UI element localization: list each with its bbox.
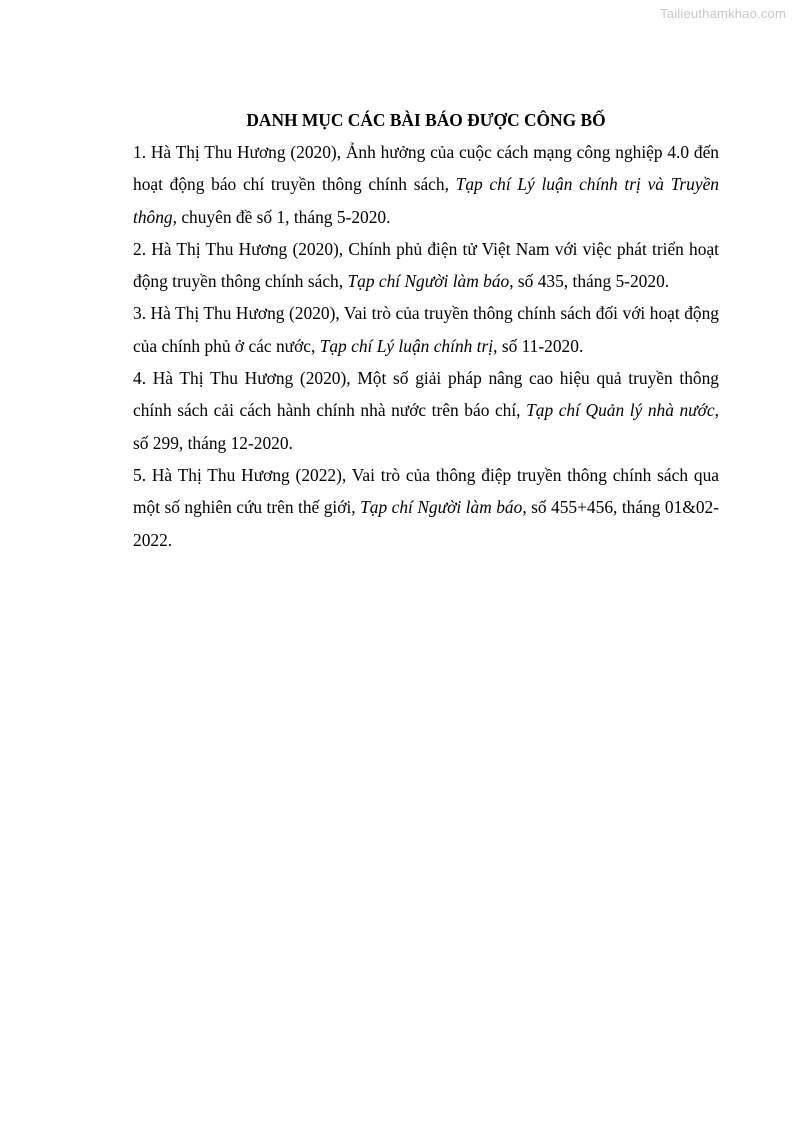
list-item (133, 233, 719, 298)
publication-citation: 5. Hà Thị Thu Hương (2022), Vai trò của thông điệp truyền thông chính sách qua một số nghiên cứu trên thế giới, (133, 464, 719, 518)
watermark: Tailieuthamkhao.com (660, 6, 786, 21)
publication-details: , số 455+456, tháng 01&02-2022. (133, 497, 720, 550)
publication-details: , số 11-2020. (493, 335, 584, 356)
journal-name: Tạp chí Người làm báo (347, 271, 510, 292)
journal-name: Tạp chí Lý luận chính trị và Truyền thông, (133, 174, 719, 227)
publication-citation: 1. Hà Thị Thu Hương (2020), Ảnh hưởng của cuộc cách mạng công nghiệp 4.0 đến hoạt động báo chí truyền thông chính sách, (133, 142, 719, 195)
journal-name: Tạp chí Quản lý nhà nước (526, 400, 715, 421)
publication-details: , số 435, tháng 5-2020. (509, 271, 670, 292)
publication-details: chuyên đề số 1, tháng 5-2020. (176, 206, 391, 227)
publication-list (133, 136, 719, 556)
journal-name: Tạp chí Lý luận chính trị (319, 335, 494, 356)
journal-name: Tạp chí Người làm báo (360, 497, 523, 518)
list-item (133, 459, 719, 556)
list-item (133, 297, 719, 362)
publication-citation: 4. Hà Thị Thu Hương (2020), Một số giải pháp nâng cao hiệu quả truyền thông chính sách cải cách hành chính nhà nước trên báo chí, (133, 368, 719, 421)
publication-details: , số 299, tháng 12-2020. (133, 400, 719, 453)
page-content (133, 104, 719, 556)
publication-citation: 3. Hà Thị Thu Hương (2020), Vai trò của truyền thông chính sách đối với hoạt động của chính phủ ở các nước, (133, 303, 719, 356)
publication-citation: 2. Hà Thị Thu Hương (2020), Chính phủ điện tử Việt Nam với việc phát triển hoạt động truyền thông chính sách, (133, 238, 719, 292)
list-item (133, 136, 719, 233)
list-item (133, 362, 719, 459)
page-title: DANH MỤC CÁC BÀI BÁO ĐƯỢC CÔNG BỐ (246, 110, 606, 130)
